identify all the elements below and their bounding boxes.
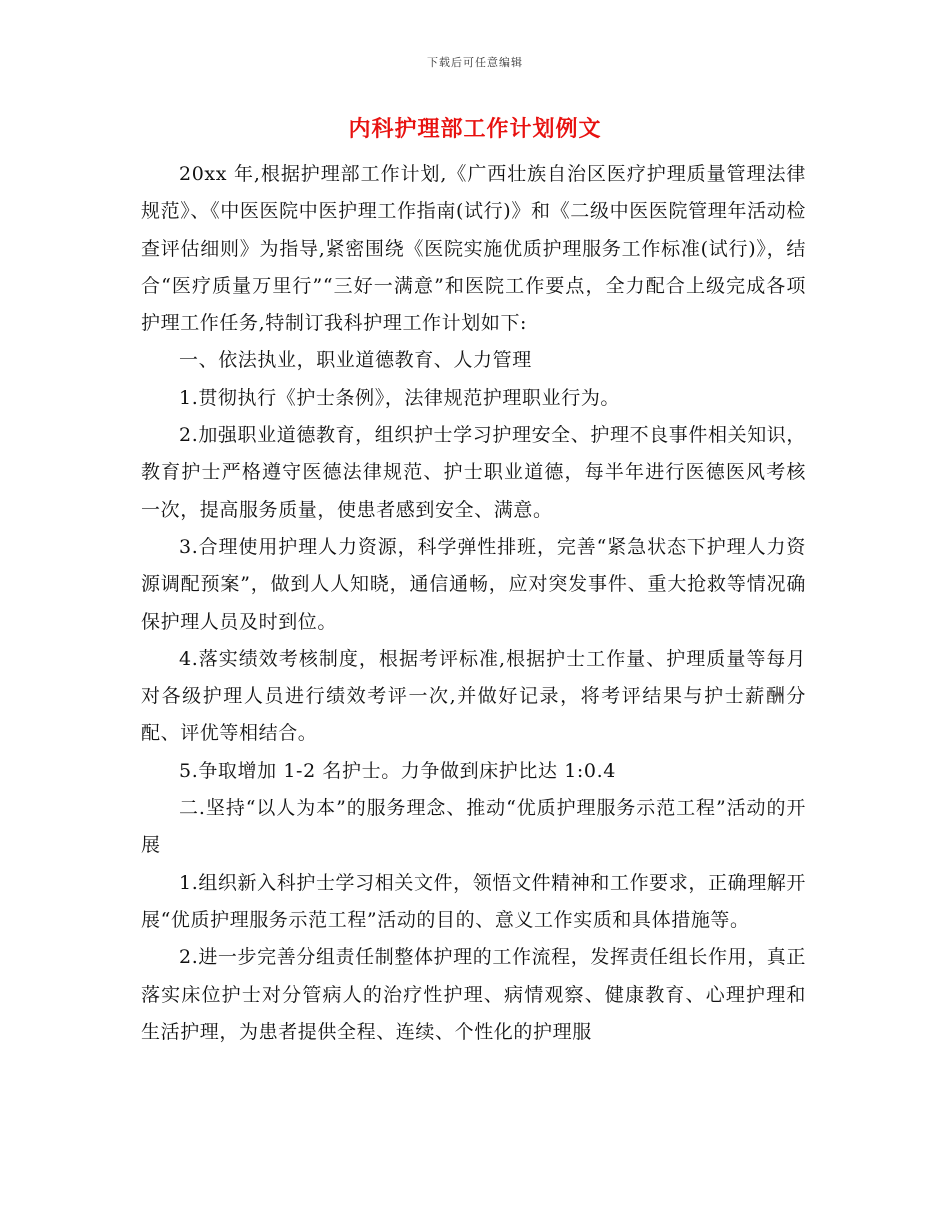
document-title: 内科护理部工作计划例文: [348, 116, 602, 142]
paragraph-intro: 20xx 年,根据护理部工作计划,《广西壮族自治区医疗护理质量管理法律规范》、《中医医院中医护理工作指南(试行)》和《二级中医医院管理年活动检查评估细则》为指导,紧密围绕《医院实施优质护理服务工作标准(试行)》，结合“医疗质量万里行”“三好一满意”和医院工作要点，全力配合上级完成各项护理工作任务,特制订我科护理工作计划如下:: [141, 163, 806, 335]
list-item: 1.贯彻执行《护士条例》，法律规范护理职业行为。: [179, 386, 621, 409]
section-heading-2: 二.坚持“以人为本”的服务理念、推动“优质护理服务示范工程”活动的开展: [141, 797, 806, 857]
list-item: 5.争取增加 1-2 名护士。力争做到床护比达 1:0.4: [179, 759, 616, 782]
header-note: 下载后可任意编辑: [427, 56, 523, 69]
list-item: 4.落实绩效考核制度，根据考评标准,根据护士工作量、护理质量等每月对各级护理人员进行绩效考评一次,并做好记录，将考评结果与护士薪酬分配、评优等相结合。: [141, 647, 806, 745]
document-body: [141, 156, 806, 1051]
list-item: 2.加强职业道德教育，组织护士学习护理安全、护理不良事件相关知识，教育护士严格遵守医德法律规范、护士职业道德，每半年进行医德医风考核一次，提高服务质量，使患者感到安全、满意。: [141, 424, 806, 521]
list-item: 3.合理使用护理人力资源，科学弹性排班，完善“紧急状态下护理人力资源调配预案”，做到人人知晓，通信通畅，应对突发事件、重大抢救等情况确保护理人员及时到位。: [141, 535, 806, 633]
section-heading-1: 一、依法执业，职业道德教育、人力管理: [179, 349, 532, 372]
list-item: 2.进一步完善分组责任制整体护理的工作流程，发挥责任组长作用，真正落实床位护士对分管病人的治疗性护理、病情观察、健康教育、心理护理和生活护理，为患者提供全程、连续、个性化的护理服: [141, 946, 806, 1043]
list-item: 1.组织新入科护士学习相关文件，领悟文件精神和工作要求，正确理解开展“优质护理服务示范工程”活动的目的、意义工作实质和具体措施等。: [141, 871, 806, 931]
